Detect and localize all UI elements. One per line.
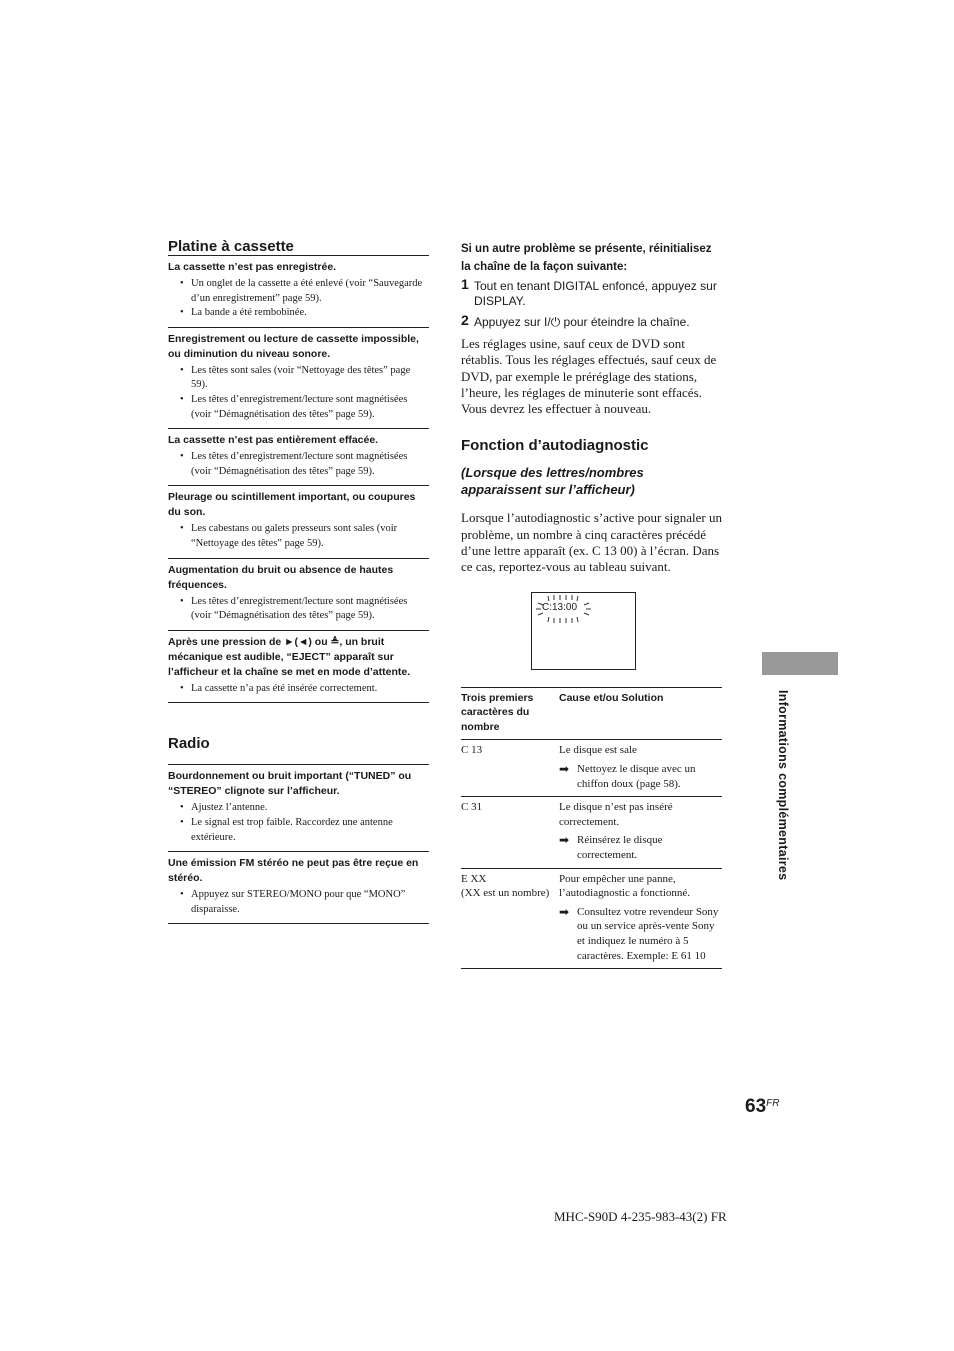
step-1 [461, 276, 722, 309]
item-title: Bourdonnement ou bruit important (“TUNED” ou “STEREO” clignote sur l’afficheur. [168, 770, 412, 798]
bullet: • Appuyez sur STEREO/MONO pour que “MONO” disparaisse. [168, 888, 429, 917]
cassette-items [168, 255, 429, 703]
page-number-suffix: FR [766, 1098, 780, 1109]
step-2 [461, 312, 722, 330]
table-row [461, 868, 722, 969]
bullet: • Les têtes d’enregistrement/lecture sont magnétisées (voir “Démagnétisation des têtes” page 59). [168, 450, 429, 479]
item-title: La cassette n’est pas enregistrée. [168, 261, 337, 273]
cause-text: Le disque est sale [559, 744, 637, 757]
display-readout: C:13:00 [542, 601, 578, 613]
page-number [745, 1096, 779, 1118]
diagnostic-subtitle: (Lorsque des lettres/nombres apparaissent sur l’afficheur) [461, 465, 644, 498]
item-title: Après une pression de ►(◄) ou ≜, un bruit mécanique est audible, “EJECT” apparaît sur l’afficheur et la chaîne se met en mode d’attente. [168, 635, 411, 678]
list-item [168, 428, 429, 485]
table-row [461, 797, 722, 868]
bullet: • La cassette n’a pas été insérée correctement. [168, 682, 429, 697]
reset-note: Les réglages usine, sauf ceux de DVD sont rétablis. Tous les réglages effectués, sauf ceux de DVD, par exemple le préréglage des stations, l’heure, les réglages de minuterie sont effacés. Vous devrez les effectuer à nouveau. [461, 336, 717, 417]
table-header-row [461, 687, 722, 740]
step-text: Appuyez sur I/⏻ pour éteindre la chaîne. [474, 315, 690, 329]
step-number: 2 [461, 312, 469, 328]
arrow-right-icon: ➡ [559, 904, 570, 919]
column-header: Cause et/ou Solution [559, 691, 664, 704]
footer-model: MHC-S90D 4-235-983-43(2) FR [554, 1209, 727, 1224]
item-title: La cassette n’est pas entièrement effacée. [168, 434, 379, 447]
item-title: Pleurage ou scintillement important, ou coupures du son. [168, 491, 416, 519]
arrow-right-icon: ➡ [559, 762, 570, 777]
code-cell: C 31 [461, 801, 483, 814]
cause-text: Le disque n’est pas inséré correctement. [559, 801, 673, 828]
section-title-radio: Radio [168, 735, 210, 753]
solution-cell [559, 868, 722, 969]
code-cell: E XX (XX est un nombre) [461, 872, 550, 900]
item-title: Enregistrement ou lecture de cassette impossible, ou diminution du niveau sonore. [168, 332, 419, 360]
solution-text: Réinsérez le disque correctement. [577, 834, 663, 862]
side-section-label: Informations complémentaires [776, 690, 790, 881]
bullet: • Un onglet de la cassette a été enlevé (voir “Sauvegarde d’un enregistrement” page 59). [168, 277, 429, 306]
step-text: Tout en tenant DIGITAL enfoncé, appuyez sur DISPLAY. [474, 279, 717, 308]
solution-cell [559, 740, 722, 797]
cause-text: Pour empêcher une panne, l’autodiagnostic a fonctionné. [559, 872, 691, 900]
page-number-value: 63 [745, 1096, 767, 1117]
bullet: • Le signal est trop faible. Raccordez une antenne extérieure. [168, 816, 429, 845]
solution-text: Nettoyez le disque avec un chiffon doux (page 58). [577, 763, 696, 790]
list-item [168, 558, 429, 630]
list-item [168, 630, 429, 704]
solution-cell [559, 797, 722, 868]
bullet: • La bande a été rembobinée. [168, 306, 429, 321]
solution-text: Consultez votre revendeur Sony ou un service après-vente Sony et indiquez le numéro à 5 caractères. Exemple: E 61 10 [577, 905, 719, 962]
step-number: 1 [461, 276, 469, 292]
list-item [168, 764, 429, 851]
diagnostic-table [461, 687, 722, 970]
section-title-diagnostic: Fonction d’autodiagnostic [461, 437, 649, 455]
bullet: • Ajustez l’antenne. [168, 801, 429, 816]
list-item [168, 255, 429, 327]
code-cell: C 13 [461, 744, 483, 757]
display-illustration [531, 592, 636, 670]
section-tab-marker [762, 652, 838, 675]
table-row [461, 740, 722, 797]
column-header: Trois premiers caractères du nombre [461, 691, 534, 733]
list-item [168, 851, 429, 924]
left-column [168, 238, 429, 924]
bullet: • Les têtes d’enregistrement/lecture sont magnétisées (voir “Démagnétisation des têtes” page 59). [168, 595, 429, 624]
reset-intro: Si un autre problème se présente, réinitialisez la chaîne de la façon suivante: [461, 243, 712, 273]
item-title: Une émission FM stéréo ne peut pas être reçue en stéréo. [168, 857, 419, 885]
right-column [461, 240, 722, 969]
section-title-cassette: Platine à cassette [168, 238, 294, 255]
bullet: • Les têtes d’enregistrement/lecture sont magnétisées (voir “Démagnétisation des têtes” page 59). [168, 393, 429, 422]
list-item [168, 485, 429, 557]
item-title: Augmentation du bruit ou absence de hautes fréquences. [168, 563, 394, 591]
arrow-right-icon: ➡ [559, 833, 570, 848]
diagnostic-text: Lorsque l’autodiagnostic s’active pour signaler un problème, un nombre à cinq caractères précédé d’une lettre apparaît (ex. C 13 00) à l’écran. Dans ce cas, reportez-vous au tableau suivant. [461, 510, 723, 575]
list-item [168, 327, 429, 428]
radio-items [168, 764, 429, 924]
bullet: • Les têtes sont sales (voir “Nettoyage des têtes” page 59). [168, 364, 429, 393]
bullet: • Les cabestans ou galets presseurs sont sales (voir “Nettoyage des têtes” page 59). [168, 522, 429, 551]
